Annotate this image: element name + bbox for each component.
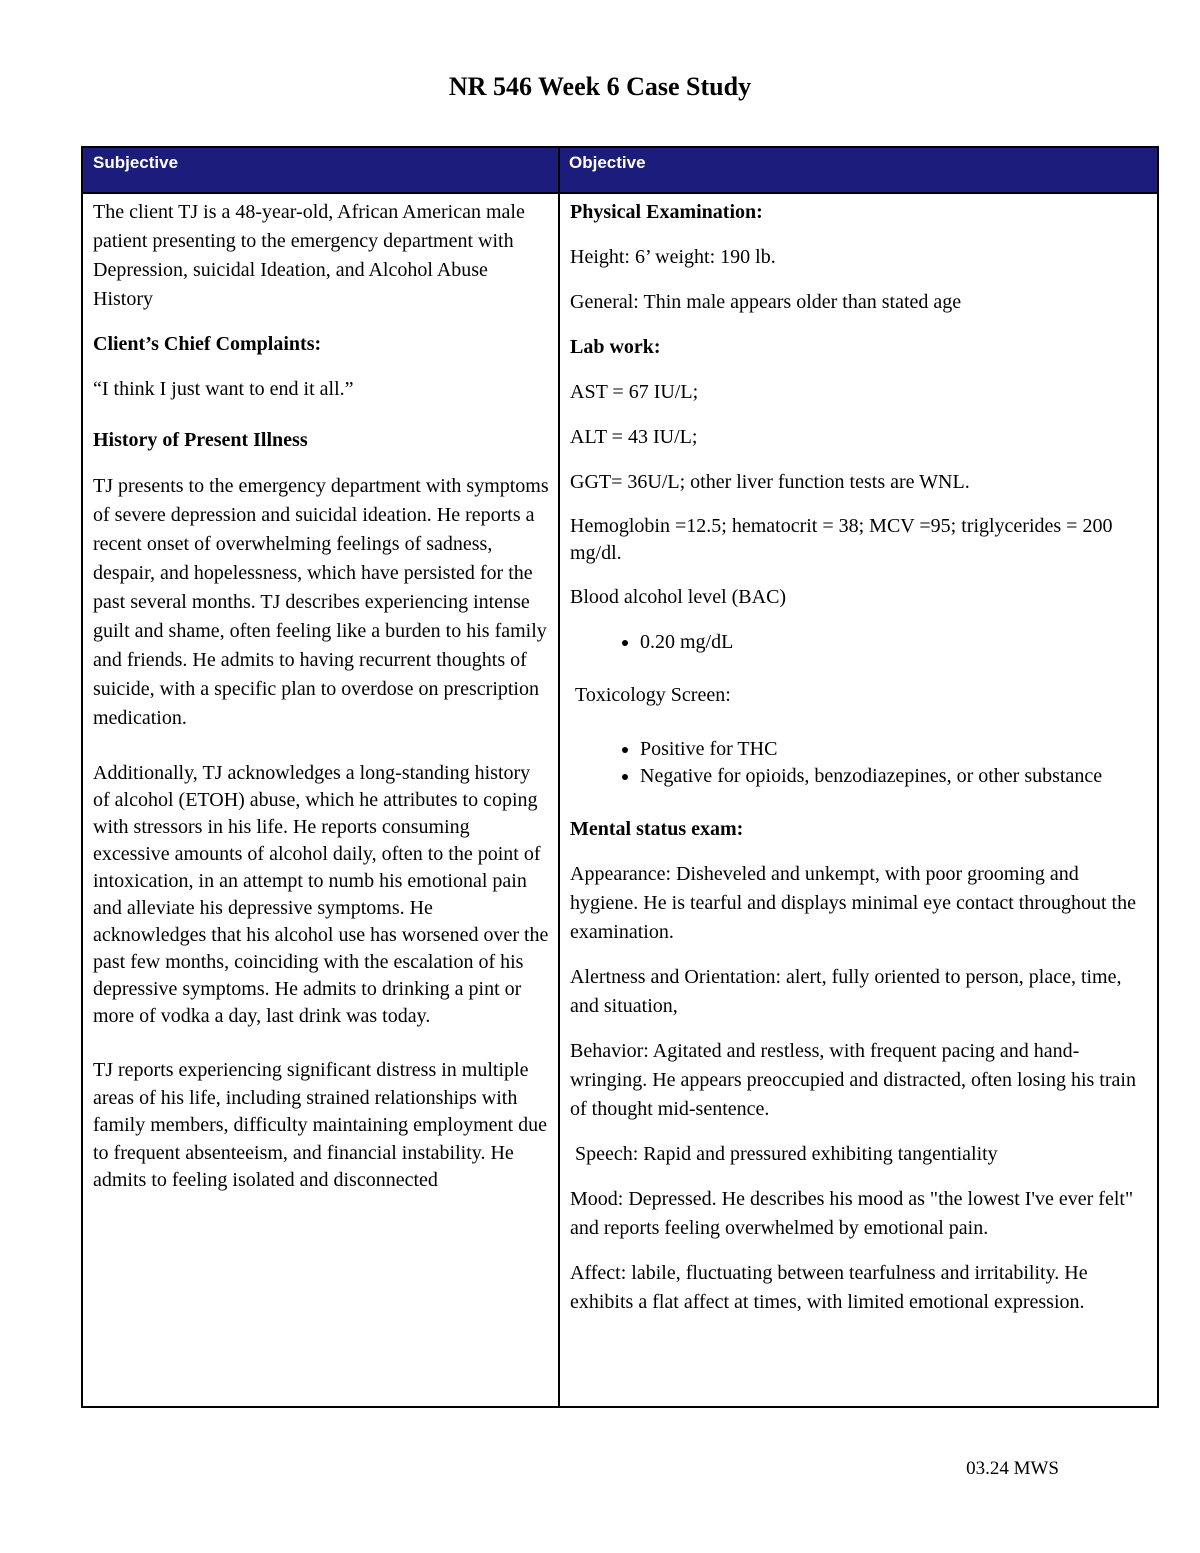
physical-exam-heading: Physical Examination:	[570, 201, 763, 223]
chief-complaint-quote: “I think I just want to end it all.”	[93, 378, 354, 400]
mse-mood: Mood: Depressed. He describes his mood as "the lowest I've ever felt" and reports feeling overwhelmed by emotional pain.	[570, 1188, 1134, 1239]
mse-appearance: Appearance: Disheveled and unkempt, with poor grooming and hygiene. He is tearful and displays minimal eye contact throughout the examination.	[570, 863, 1136, 943]
objective-column	[570, 198, 1150, 1317]
mse-heading: Mental status exam:	[570, 818, 744, 840]
objective-header: Objective	[559, 148, 1157, 192]
lab-work-heading: Lab work:	[570, 336, 661, 358]
lab-alt: ALT = 43 IU/L;	[570, 426, 698, 448]
mse-speech: Speech: Rapid and pressured exhibiting tangentiality	[575, 1143, 998, 1165]
footer-note: 03.24 MWS	[966, 1458, 1059, 1479]
lab-cbc: Hemoglobin =12.5; hematocrit = 38; MCV =95; triglycerides = 200 mg/dl.	[570, 515, 1113, 564]
hpi-paragraph-1: TJ presents to the emergency department with symptoms of severe depression and suicidal ideation. He reports a recent onset of overwhelming feelings of sadness, despair, and hopelessness, which have persisted for the past several months. TJ describes experiencing intense guilt and shame, often feeling like a burden to his family and friends. He admits to having recurrent thoughts of suicide, with a specific plan to overdose on prescription medication.	[93, 475, 549, 729]
column-divider	[558, 148, 560, 1406]
mse-alertness: Alertness and Orientation: alert, fully oriented to person, place, time, and situation,	[570, 966, 1122, 1017]
hpi-heading: History of Present Illness	[93, 429, 308, 451]
hpi-paragraph-3: TJ reports experiencing significant distress in multiple areas of his life, including strained relationships with family members, difficulty maintaining employment due to frequent absenteeism, and financial instability. He admits to feeling isolated and disconnected	[93, 1059, 547, 1191]
mse-affect: Affect: labile, fluctuating between tearfulness and irritability. He exhibits a flat affect at times, with limited emotional expression.	[570, 1262, 1088, 1313]
tox-item: • Negative for opioids, benzodiazepines, or other substance	[640, 763, 1150, 790]
tox-item: • Positive for THC	[640, 736, 1150, 763]
bac-item: • 0.20 mg/dL	[640, 628, 1150, 657]
mse-behavior: Behavior: Agitated and restless, with frequent pacing and hand-wringing. He appears preoccupied and distracted, often losing his train of thought mid-sentence.	[570, 1040, 1136, 1120]
lab-ggt: GGT= 36U/L; other liver function tests are WNL.	[570, 471, 970, 493]
tox-label: Toxicology Screen:	[575, 684, 731, 706]
tox-list	[570, 736, 1150, 790]
lab-ast: AST = 67 IU/L;	[570, 381, 699, 403]
subjective-column	[93, 198, 551, 1195]
height-weight: Height: 6’ weight: 190 lb.	[570, 246, 776, 268]
case-study-table	[81, 146, 1159, 1408]
page-title: NR 546 Week 6 Case Study	[448, 72, 752, 101]
bac-list	[570, 628, 1150, 657]
subjective-header: Subjective	[83, 148, 559, 192]
hpi-paragraph-2: Additionally, TJ acknowledges a long-standing history of alcohol (ETOH) abuse, which he attributes to coping with stressors in his life. He reports consuming excessive amounts of alcohol daily, often to the point of intoxication, in an attempt to numb his emotional pain and alleviate his depressive symptoms. He acknowledges that his alcohol use has worsened over the past few months, coinciding with the escalation of his depressive symptoms. He admits to drinking a pint or more of vodka a day, last drink was today.	[93, 762, 549, 1027]
chief-complaints-heading: Client’s Chief Complaints:	[93, 333, 322, 355]
general-appearance: General: Thin male appears older than stated age	[570, 291, 962, 313]
intro-text: The client TJ is a 48-year-old, African American male patient presenting to the emergency department with Depression, suicidal Ideation, and Alcohol Abuse History	[93, 201, 525, 310]
bac-label: Blood alcohol level (BAC)	[570, 586, 787, 608]
header-divider	[83, 192, 1157, 194]
